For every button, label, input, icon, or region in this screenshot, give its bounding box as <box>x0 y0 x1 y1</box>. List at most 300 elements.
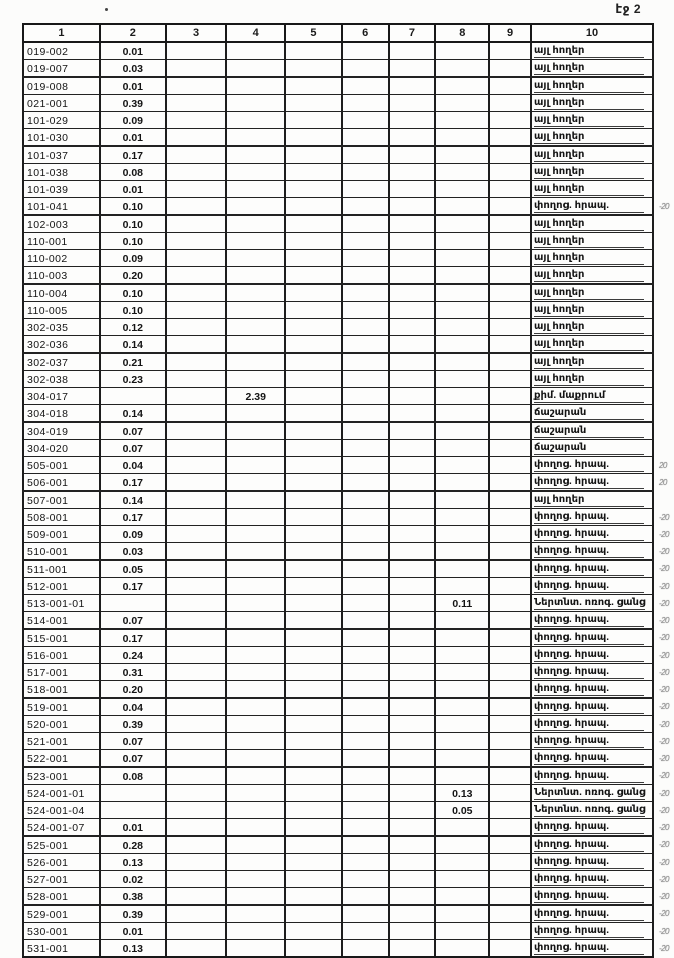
value-col4-cell <box>226 422 285 440</box>
value-col4-cell <box>226 785 285 802</box>
empty-cell <box>166 284 227 302</box>
margin-mark-cell <box>653 940 673 958</box>
empty-cell <box>342 836 389 854</box>
value-col8-cell <box>435 802 489 819</box>
land-use-cell <box>531 560 653 578</box>
area-value-text: 0.07 <box>122 615 143 627</box>
empty-cell <box>342 267 389 285</box>
parcel-code-text: 526-001 <box>27 857 69 869</box>
empty-cell <box>166 233 227 250</box>
parcel-code-cell <box>23 526 100 543</box>
table-row <box>23 543 673 561</box>
land-use-cell <box>531 940 653 958</box>
parcel-code-text: 302-035 <box>27 322 69 334</box>
parcel-code-cell <box>23 42 100 60</box>
empty-cell <box>389 77 436 95</box>
land-use-text: փողոց. հրապ. <box>534 528 644 541</box>
area-value-cell <box>100 164 166 181</box>
area-value-text: 0.01 <box>122 184 143 196</box>
value-col8-cell <box>435 767 489 785</box>
area-value-cell <box>100 888 166 906</box>
empty-cell <box>389 578 436 595</box>
empty-cell <box>489 302 531 319</box>
empty-cell <box>389 129 436 147</box>
parcel-code-cell <box>23 940 100 958</box>
empty-cell <box>389 474 436 492</box>
empty-cell <box>489 888 531 906</box>
land-use-cell <box>531 388 653 405</box>
parcel-code-text: 019-007 <box>27 63 69 75</box>
parcel-code-cell <box>23 353 100 371</box>
parcel-code-cell <box>23 543 100 561</box>
area-value-text: 0.23 <box>122 374 143 386</box>
value-col4-cell <box>226 698 285 716</box>
margin-mark-text: -20 <box>658 909 669 919</box>
table-row <box>23 733 673 750</box>
empty-cell <box>389 233 436 250</box>
parcel-code-cell <box>23 629 100 647</box>
parcel-code-text: 509-001 <box>27 529 69 541</box>
value-col8-cell <box>435 716 489 733</box>
empty-cell <box>489 250 531 267</box>
table-row <box>23 146 673 164</box>
parcel-code-text: 524-001-07 <box>27 822 85 834</box>
margin-mark-cell <box>653 871 673 888</box>
empty-cell <box>389 629 436 647</box>
empty-cell <box>342 767 389 785</box>
empty-cell <box>389 785 436 802</box>
area-value-cell <box>100 629 166 647</box>
empty-cell <box>342 129 389 147</box>
margin-mark-cell <box>653 698 673 716</box>
table-row <box>23 526 673 543</box>
margin-mark-cell <box>653 509 673 526</box>
area-value-cell <box>100 664 166 681</box>
parcel-code-text: 522-001 <box>27 753 69 765</box>
value-col4-text: 2.39 <box>245 391 266 403</box>
area-value-text: 0.39 <box>122 909 143 921</box>
land-use-cell <box>531 612 653 630</box>
land-use-cell <box>531 733 653 750</box>
empty-cell <box>489 543 531 561</box>
land-use-cell <box>531 785 653 802</box>
land-use-cell <box>531 595 653 612</box>
value-col4-cell <box>226 750 285 768</box>
area-value-text: 0.01 <box>122 46 143 58</box>
margin-mark-text: -20 <box>658 598 669 608</box>
empty-cell <box>342 664 389 681</box>
land-use-text: փողոց. հրապ. <box>534 890 644 903</box>
value-col4-cell <box>226 888 285 906</box>
empty-cell <box>285 319 342 336</box>
area-value-cell <box>100 733 166 750</box>
parcel-code-cell <box>23 888 100 906</box>
margin-mark-cell <box>653 112 673 129</box>
empty-cell <box>285 923 342 940</box>
empty-cell <box>342 629 389 647</box>
parcel-code-cell <box>23 595 100 612</box>
parcel-code-text: 304-020 <box>27 443 69 455</box>
area-value-text: 0.05 <box>122 564 143 576</box>
empty-cell <box>389 405 436 423</box>
margin-mark-text: -20 <box>658 650 669 660</box>
land-use-text: ճաշարան <box>534 442 644 455</box>
margin-mark-text: -20 <box>658 667 669 677</box>
area-value-cell <box>100 716 166 733</box>
parcel-code-text: 524-001-01 <box>27 788 85 800</box>
margin-mark-cell <box>653 422 673 440</box>
parcel-code-cell <box>23 923 100 940</box>
area-value-text: 0.14 <box>122 408 143 420</box>
column-header: 3 <box>166 24 227 42</box>
area-value-text: 0.24 <box>122 650 143 662</box>
empty-cell <box>342 612 389 630</box>
empty-cell <box>489 681 531 699</box>
parcel-code-text: 019-002 <box>27 46 69 58</box>
empty-cell <box>166 336 227 354</box>
empty-cell <box>166 612 227 630</box>
margin-mark-cell <box>653 129 673 147</box>
area-value-cell <box>100 215 166 233</box>
land-use-cell <box>531 509 653 526</box>
empty-cell <box>166 95 227 112</box>
parcel-code-cell <box>23 215 100 233</box>
empty-cell <box>166 888 227 906</box>
margin-mark-cell <box>653 888 673 906</box>
margin-mark-text: -20 <box>658 857 669 867</box>
area-value-text: 0.38 <box>122 891 143 903</box>
land-use-cell <box>531 422 653 440</box>
empty-cell <box>166 388 227 405</box>
empty-cell <box>166 698 227 716</box>
parcel-code-cell <box>23 60 100 78</box>
empty-cell <box>166 457 227 474</box>
empty-cell <box>389 750 436 768</box>
margin-mark-cell <box>653 491 673 509</box>
empty-cell <box>342 491 389 509</box>
land-use-cell <box>531 457 653 474</box>
area-value-cell <box>100 802 166 819</box>
empty-cell <box>285 405 342 423</box>
land-use-text: այլ հողեր <box>534 80 644 93</box>
empty-cell <box>489 440 531 457</box>
empty-cell <box>166 854 227 871</box>
margin-mark-cell <box>653 560 673 578</box>
empty-cell <box>285 388 342 405</box>
area-value-cell <box>100 785 166 802</box>
column-header: 5 <box>285 24 342 42</box>
column-header: 6 <box>342 24 389 42</box>
parcel-code-text: 304-018 <box>27 408 69 420</box>
empty-cell <box>342 923 389 940</box>
value-col4-cell <box>226 647 285 664</box>
area-value-text: 0.28 <box>122 840 143 852</box>
empty-cell <box>389 181 436 198</box>
table-row <box>23 854 673 871</box>
land-use-cell <box>531 302 653 319</box>
land-use-text: այլ հողեր <box>534 218 644 231</box>
empty-cell <box>342 422 389 440</box>
margin-mark-cell <box>653 923 673 940</box>
empty-cell <box>166 595 227 612</box>
land-use-text: փողոց. հրապ. <box>534 701 644 714</box>
margin-mark-text: 20 <box>658 477 667 487</box>
value-col4-cell <box>226 95 285 112</box>
empty-cell <box>166 405 227 423</box>
land-use-cell <box>531 647 653 664</box>
table-row <box>23 422 673 440</box>
empty-cell <box>166 560 227 578</box>
value-col8-cell <box>435 215 489 233</box>
land-use-text: այլ հողեր <box>534 131 644 144</box>
value-col4-cell <box>226 302 285 319</box>
table-row <box>23 647 673 664</box>
value-col4-cell <box>226 612 285 630</box>
empty-cell <box>166 319 227 336</box>
empty-cell <box>285 491 342 509</box>
empty-cell <box>285 664 342 681</box>
margin-mark-cell <box>653 647 673 664</box>
margin-mark-cell <box>653 250 673 267</box>
column-header: 1 <box>23 24 100 42</box>
parcel-code-text: 304-019 <box>27 426 69 438</box>
empty-cell <box>342 164 389 181</box>
empty-cell <box>166 647 227 664</box>
value-col4-cell <box>226 112 285 129</box>
empty-cell <box>285 905 342 923</box>
empty-cell <box>389 647 436 664</box>
table-row <box>23 95 673 112</box>
table-row <box>23 871 673 888</box>
table-row <box>23 923 673 940</box>
parcel-code-cell <box>23 871 100 888</box>
value-col4-cell <box>226 215 285 233</box>
empty-cell <box>166 629 227 647</box>
empty-cell <box>389 560 436 578</box>
table-row <box>23 77 673 95</box>
parcel-code-cell <box>23 95 100 112</box>
value-col4-cell <box>226 595 285 612</box>
value-col4-cell <box>226 716 285 733</box>
area-value-text: 0.20 <box>122 684 143 696</box>
area-value-cell <box>100 422 166 440</box>
land-use-cell <box>531 474 653 492</box>
table-row <box>23 181 673 198</box>
margin-mark-cell <box>653 681 673 699</box>
land-use-text: ճաշարան <box>534 425 644 438</box>
value-col4-cell <box>226 284 285 302</box>
value-col8-cell <box>435 681 489 699</box>
margin-mark-text: -20 <box>658 840 669 850</box>
parcel-code-cell <box>23 250 100 267</box>
empty-cell <box>166 267 227 285</box>
parcel-code-text: 110-001 <box>27 236 68 248</box>
value-col8-cell <box>435 698 489 716</box>
empty-cell <box>489 871 531 888</box>
empty-cell <box>342 905 389 923</box>
value-col8-text: 0.05 <box>452 805 473 817</box>
column-header: 7 <box>389 24 436 42</box>
area-value-text: 0.10 <box>122 201 143 213</box>
land-use-cell <box>531 543 653 561</box>
empty-cell <box>342 526 389 543</box>
area-value-cell <box>100 112 166 129</box>
land-use-text: փողոց. հրապ. <box>534 666 644 679</box>
table-row <box>23 767 673 785</box>
land-use-text: այլ հողեր <box>534 373 644 386</box>
value-col8-cell <box>435 819 489 837</box>
parcel-code-cell <box>23 371 100 388</box>
value-col4-cell <box>226 733 285 750</box>
area-value-text: 0.31 <box>122 667 143 679</box>
value-col4-cell <box>226 405 285 423</box>
empty-cell <box>166 905 227 923</box>
value-col8-cell <box>435 284 489 302</box>
parcel-code-text: 515-001 <box>27 633 69 645</box>
value-col8-cell <box>435 940 489 958</box>
value-col8-cell <box>435 474 489 492</box>
area-value-cell <box>100 905 166 923</box>
margin-mark-cell <box>653 302 673 319</box>
margin-mark-text: -20 <box>658 822 669 832</box>
value-col4-cell <box>226 509 285 526</box>
empty-cell <box>166 578 227 595</box>
column-header: 2 <box>100 24 166 42</box>
parcel-code-text: 519-001 <box>27 702 69 714</box>
empty-cell <box>489 336 531 354</box>
value-col8-cell <box>435 836 489 854</box>
empty-cell <box>489 595 531 612</box>
empty-cell <box>285 336 342 354</box>
value-col8-cell <box>435 129 489 147</box>
value-col8-cell <box>435 267 489 285</box>
empty-cell <box>389 302 436 319</box>
parcel-code-text: 304-017 <box>27 391 69 403</box>
value-col4-cell <box>226 767 285 785</box>
area-value-cell <box>100 233 166 250</box>
land-use-cell <box>531 250 653 267</box>
area-value-cell <box>100 129 166 147</box>
empty-cell <box>285 112 342 129</box>
value-col8-cell <box>435 647 489 664</box>
parcel-code-text: 102-003 <box>27 219 69 231</box>
empty-cell <box>285 854 342 871</box>
area-value-text: 0.13 <box>122 943 143 955</box>
land-use-text: փողոց. հրապ. <box>534 925 644 938</box>
empty-cell <box>342 405 389 423</box>
land-use-text: այլ հողեր <box>534 45 644 58</box>
land-use-text: այլ հողեր <box>534 97 644 110</box>
empty-cell <box>489 42 531 60</box>
scan-speck <box>105 8 108 11</box>
land-use-cell <box>531 371 653 388</box>
empty-cell <box>342 716 389 733</box>
area-value-cell <box>100 353 166 371</box>
margin-mark-text: -20 <box>658 788 669 798</box>
land-use-text: Ներտնտ. ոռոգ. ցանց <box>533 787 646 798</box>
area-value-text: 0.17 <box>122 581 143 593</box>
table-row <box>23 888 673 906</box>
land-use-text: փողոց. հրապ. <box>534 821 644 834</box>
empty-cell <box>342 802 389 819</box>
value-col4-cell <box>226 802 285 819</box>
value-col4-cell <box>226 474 285 492</box>
land-use-text: փողոց. հրապ. <box>534 683 644 696</box>
area-value-cell <box>100 767 166 785</box>
empty-cell <box>285 526 342 543</box>
table-row <box>23 836 673 854</box>
area-value-cell <box>100 284 166 302</box>
land-use-cell <box>531 146 653 164</box>
empty-cell <box>489 95 531 112</box>
empty-cell <box>389 940 436 958</box>
parcel-code-text: 302-038 <box>27 374 69 386</box>
empty-cell <box>489 405 531 423</box>
value-col8-cell <box>435 198 489 216</box>
empty-cell <box>489 647 531 664</box>
parcel-code-cell <box>23 440 100 457</box>
empty-cell <box>389 388 436 405</box>
land-use-text: փողոց. հրապ. <box>534 563 644 576</box>
land-use-text: փողոց. հրապ. <box>534 735 644 748</box>
area-value-cell <box>100 95 166 112</box>
land-use-cell <box>531 819 653 837</box>
parcel-code-cell <box>23 112 100 129</box>
table-row <box>23 440 673 457</box>
parcel-code-text: 517-001 <box>27 667 69 679</box>
cadastral-table <box>22 23 674 958</box>
empty-cell <box>342 785 389 802</box>
parcel-code-text: 101-030 <box>27 132 69 144</box>
empty-cell <box>285 888 342 906</box>
value-col8-cell <box>435 353 489 371</box>
value-col8-cell <box>435 440 489 457</box>
empty-cell <box>489 612 531 630</box>
value-col4-cell <box>226 129 285 147</box>
margin-mark-text: -20 <box>658 546 669 556</box>
value-col4-cell <box>226 146 285 164</box>
value-col8-cell <box>435 888 489 906</box>
margin-mark-cell <box>653 854 673 871</box>
land-use-text: այլ հողեր <box>534 235 644 248</box>
empty-cell <box>342 353 389 371</box>
empty-cell <box>489 491 531 509</box>
empty-cell <box>285 802 342 819</box>
area-value-text: 0.10 <box>122 288 143 300</box>
table-row <box>23 129 673 147</box>
area-value-text: 0.17 <box>122 150 143 162</box>
empty-cell <box>389 491 436 509</box>
parcel-code-text: 505-001 <box>27 460 69 472</box>
empty-cell <box>285 164 342 181</box>
empty-cell <box>389 95 436 112</box>
parcel-code-cell <box>23 802 100 819</box>
parcel-code-cell <box>23 647 100 664</box>
empty-cell <box>389 215 436 233</box>
land-use-text: այլ հողեր <box>534 494 644 507</box>
land-use-cell <box>531 405 653 423</box>
margin-mark-cell <box>653 146 673 164</box>
empty-cell <box>342 543 389 561</box>
empty-cell <box>166 733 227 750</box>
margin-mark-cell <box>653 42 673 60</box>
land-use-cell <box>531 681 653 699</box>
land-use-cell <box>531 215 653 233</box>
parcel-code-cell <box>23 612 100 630</box>
table-row <box>23 353 673 371</box>
land-use-text: փողոց. հրապ. <box>534 770 644 783</box>
margin-mark-cell <box>653 750 673 768</box>
